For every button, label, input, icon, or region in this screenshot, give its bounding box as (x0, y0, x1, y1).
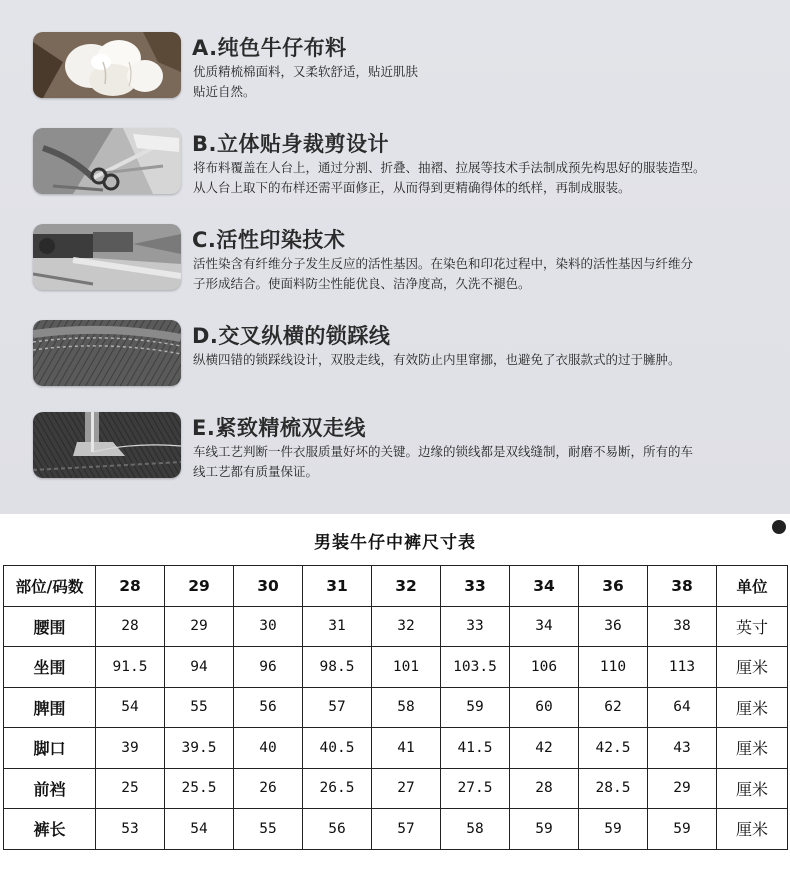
table-cell: 28 (510, 768, 579, 809)
header-cell: 34 (510, 566, 579, 607)
table-cell: 39 (96, 728, 165, 769)
row-label: 脚口 (4, 728, 96, 769)
feature-b-title: B.立体贴身裁剪设计 (192, 132, 389, 156)
table-cell: 27 (372, 768, 441, 809)
table-cell: 91.5 (96, 647, 165, 688)
table-cell: 106 (510, 647, 579, 688)
table-cell: 34 (510, 606, 579, 647)
table-cell: 56 (303, 809, 372, 850)
table-cell: 28 (96, 606, 165, 647)
table-cell: 31 (303, 606, 372, 647)
table-cell: 64 (648, 687, 717, 728)
tailoring-scissors-icon (33, 128, 181, 194)
feature-e-line-1: 车线工艺判断一件衣服质量好坏的关键。边缘的锁线都是双线缝制，耐磨不易断，所有的车 (193, 444, 694, 459)
table-cell: 57 (303, 687, 372, 728)
table-cell: 26.5 (303, 768, 372, 809)
feature-c-line-1: 活性染含有纤维分子发生反应的活性基因。在染色和印花过程中，染料的活性基因与纤维分 (193, 256, 694, 271)
table-cell: 59 (579, 809, 648, 850)
row-label: 前裆 (4, 768, 96, 809)
feature-e-description (193, 442, 753, 482)
table-cell: 59 (441, 687, 510, 728)
table-row (4, 768, 788, 809)
table-row (4, 606, 788, 647)
header-cell: 部位/码数 (4, 566, 96, 607)
table-cell: 39.5 (165, 728, 234, 769)
feature-c (0, 224, 790, 304)
table-cell: 59 (648, 809, 717, 850)
feature-d-line-1: 纵横四错的锁踩线设计，双股走线，有效防止内里窜挪，也避免了衣服款式的过于臃肿。 (193, 352, 681, 367)
feature-b-line-1: 将布料覆盖在人台上，通过分割、折叠、抽褶、拉展等技术手法制成预先构思好的服装造型。 (193, 160, 706, 175)
denim-stitch-icon (33, 320, 181, 386)
table-cell: 57 (372, 809, 441, 850)
feature-e-title: E.紧致精梳双走线 (192, 416, 366, 440)
feature-a-line-1: 优质精梳棉面料，又柔软舒适，贴近肌肤 (193, 64, 419, 79)
table-row (4, 728, 788, 769)
table-cell: 25.5 (165, 768, 234, 809)
row-unit: 厘米 (717, 647, 788, 688)
table-cell: 110 (579, 647, 648, 688)
table-cell: 94 (165, 647, 234, 688)
table-cell: 53 (96, 809, 165, 850)
table-cell: 40.5 (303, 728, 372, 769)
row-label: 脾围 (4, 687, 96, 728)
dyeing-machine-icon (33, 224, 181, 290)
row-label: 裤长 (4, 809, 96, 850)
table-cell: 42.5 (579, 728, 648, 769)
row-unit: 厘米 (717, 728, 788, 769)
table-cell: 54 (96, 687, 165, 728)
size-chart-table (3, 565, 788, 850)
table-cell: 29 (165, 606, 234, 647)
table-cell: 36 (579, 606, 648, 647)
table-cell: 60 (510, 687, 579, 728)
feature-c-line-2: 子形成结合。使面料防尘性能优良、洁净度高，久洗不褪色。 (193, 276, 531, 291)
table-cell: 28.5 (579, 768, 648, 809)
table-row (4, 809, 788, 850)
table-row (4, 687, 788, 728)
row-unit: 厘米 (717, 768, 788, 809)
row-unit: 厘米 (717, 809, 788, 850)
table-cell: 55 (234, 809, 303, 850)
table-cell: 58 (372, 687, 441, 728)
header-cell: 31 (303, 566, 372, 607)
feature-c-description (193, 254, 753, 294)
table-cell: 41 (372, 728, 441, 769)
size-chart-title: 男装牛仔中裤尺寸表 (314, 533, 476, 553)
size-chart-section (0, 514, 790, 869)
feature-a-line-2: 贴近自然。 (193, 84, 256, 99)
table-cell: 29 (648, 768, 717, 809)
feature-e (0, 412, 790, 492)
row-label: 坐围 (4, 647, 96, 688)
table-row (4, 647, 788, 688)
table-cell: 30 (234, 606, 303, 647)
table-cell: 40 (234, 728, 303, 769)
feature-e-line-2: 线工艺都有质量保证。 (193, 464, 319, 479)
table-cell: 55 (165, 687, 234, 728)
table-cell: 101 (372, 647, 441, 688)
table-cell: 54 (165, 809, 234, 850)
table-cell: 32 (372, 606, 441, 647)
table-cell: 96 (234, 647, 303, 688)
feature-a-title: A.纯色牛仔布料 (192, 36, 347, 60)
table-cell: 25 (96, 768, 165, 809)
feature-d-description (193, 350, 753, 370)
feature-c-title: C.活性印染技术 (192, 228, 346, 252)
header-cell: 29 (165, 566, 234, 607)
table-cell: 33 (441, 606, 510, 647)
feature-b (0, 128, 790, 208)
row-unit: 厘米 (717, 687, 788, 728)
row-label: 腰围 (4, 606, 96, 647)
header-cell: 36 (579, 566, 648, 607)
feature-b-line-2: 从人台上取下的布样还需平面修正，从而得到更精确得体的纸样，再制成服装。 (193, 180, 631, 195)
table-cell: 103.5 (441, 647, 510, 688)
feature-a-description (193, 62, 753, 102)
sewing-presser-foot-icon (33, 412, 181, 478)
table-cell: 56 (234, 687, 303, 728)
header-cell: 30 (234, 566, 303, 607)
feature-a (0, 32, 790, 112)
table-cell: 59 (510, 809, 579, 850)
table-cell: 58 (441, 809, 510, 850)
table-cell: 98.5 (303, 647, 372, 688)
header-cell: 38 (648, 566, 717, 607)
table-cell: 38 (648, 606, 717, 647)
header-cell: 32 (372, 566, 441, 607)
table-cell: 26 (234, 768, 303, 809)
feature-d-title: D.交叉纵横的锁踩线 (192, 324, 391, 348)
table-cell: 27.5 (441, 768, 510, 809)
table-cell: 42 (510, 728, 579, 769)
header-cell: 33 (441, 566, 510, 607)
header-cell: 28 (96, 566, 165, 607)
feature-d (0, 320, 790, 400)
table-cell: 43 (648, 728, 717, 769)
table-header-row (4, 566, 788, 607)
header-cell: 单位 (717, 566, 788, 607)
feature-b-description (193, 158, 753, 198)
table-cell: 62 (579, 687, 648, 728)
table-cell: 41.5 (441, 728, 510, 769)
row-unit: 英寸 (717, 606, 788, 647)
table-cell: 113 (648, 647, 717, 688)
cotton-boll-icon (33, 32, 181, 98)
